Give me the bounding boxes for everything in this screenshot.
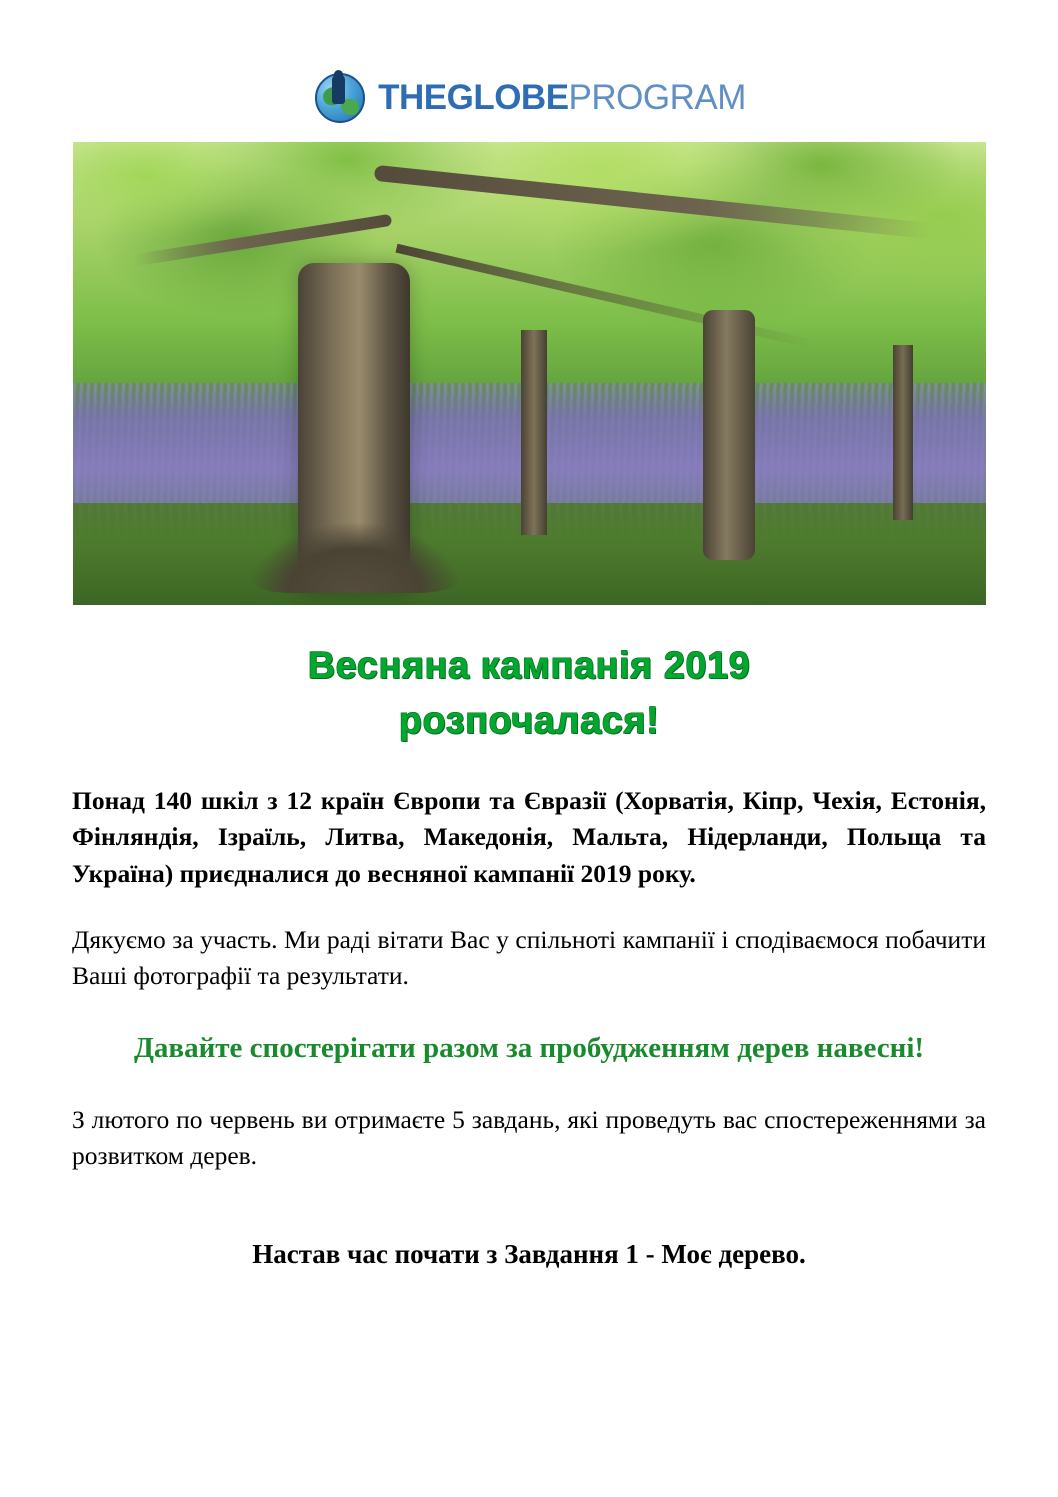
logo-text-program: PROGRAM [568,78,746,117]
page-title [0,639,1058,749]
green-call-to-action: Давайте спостерігати разом за пробудженням дерев навесні! [133,1032,925,1065]
globe-program-logo [0,0,1058,130]
thanks-paragraph: Дякуємо за участь. Ми раді вітати Вас у спільноті кампанії і сподіваємося побачити Ваші фотографії та результати. [72,924,986,990]
logo-wordmark [378,78,746,118]
spring-forest-photo [73,142,986,605]
page-title-line2: розпочалася! [398,700,660,743]
page-title-line1: Весняна кампанія 2019 [307,645,751,687]
logo-text-globe: GLOBE [446,78,569,117]
document-body [0,783,1058,1269]
logo-text-the: THE [378,78,447,117]
final-call-line: Настав час почати з Завдання 1 - Моє дерево. [252,1238,806,1269]
tasks-paragraph: З лютого по червень ви отримаєте 5 завдань, які проведуть вас спостереженнями за розвитком дерев. [72,1105,986,1171]
globe-logo-icon [312,70,368,126]
intro-paragraph: Понад 140 шкіл з 12 країн Європи та Євразії (Хорватія, Кіпр, Чехія, Естонія, Фінляндія, Ізраїль, Литва, Македонія, Мальта, Нідерланди, Польща та Україна) приєдналися до весняної кампанії 2019 року. [72,786,986,888]
